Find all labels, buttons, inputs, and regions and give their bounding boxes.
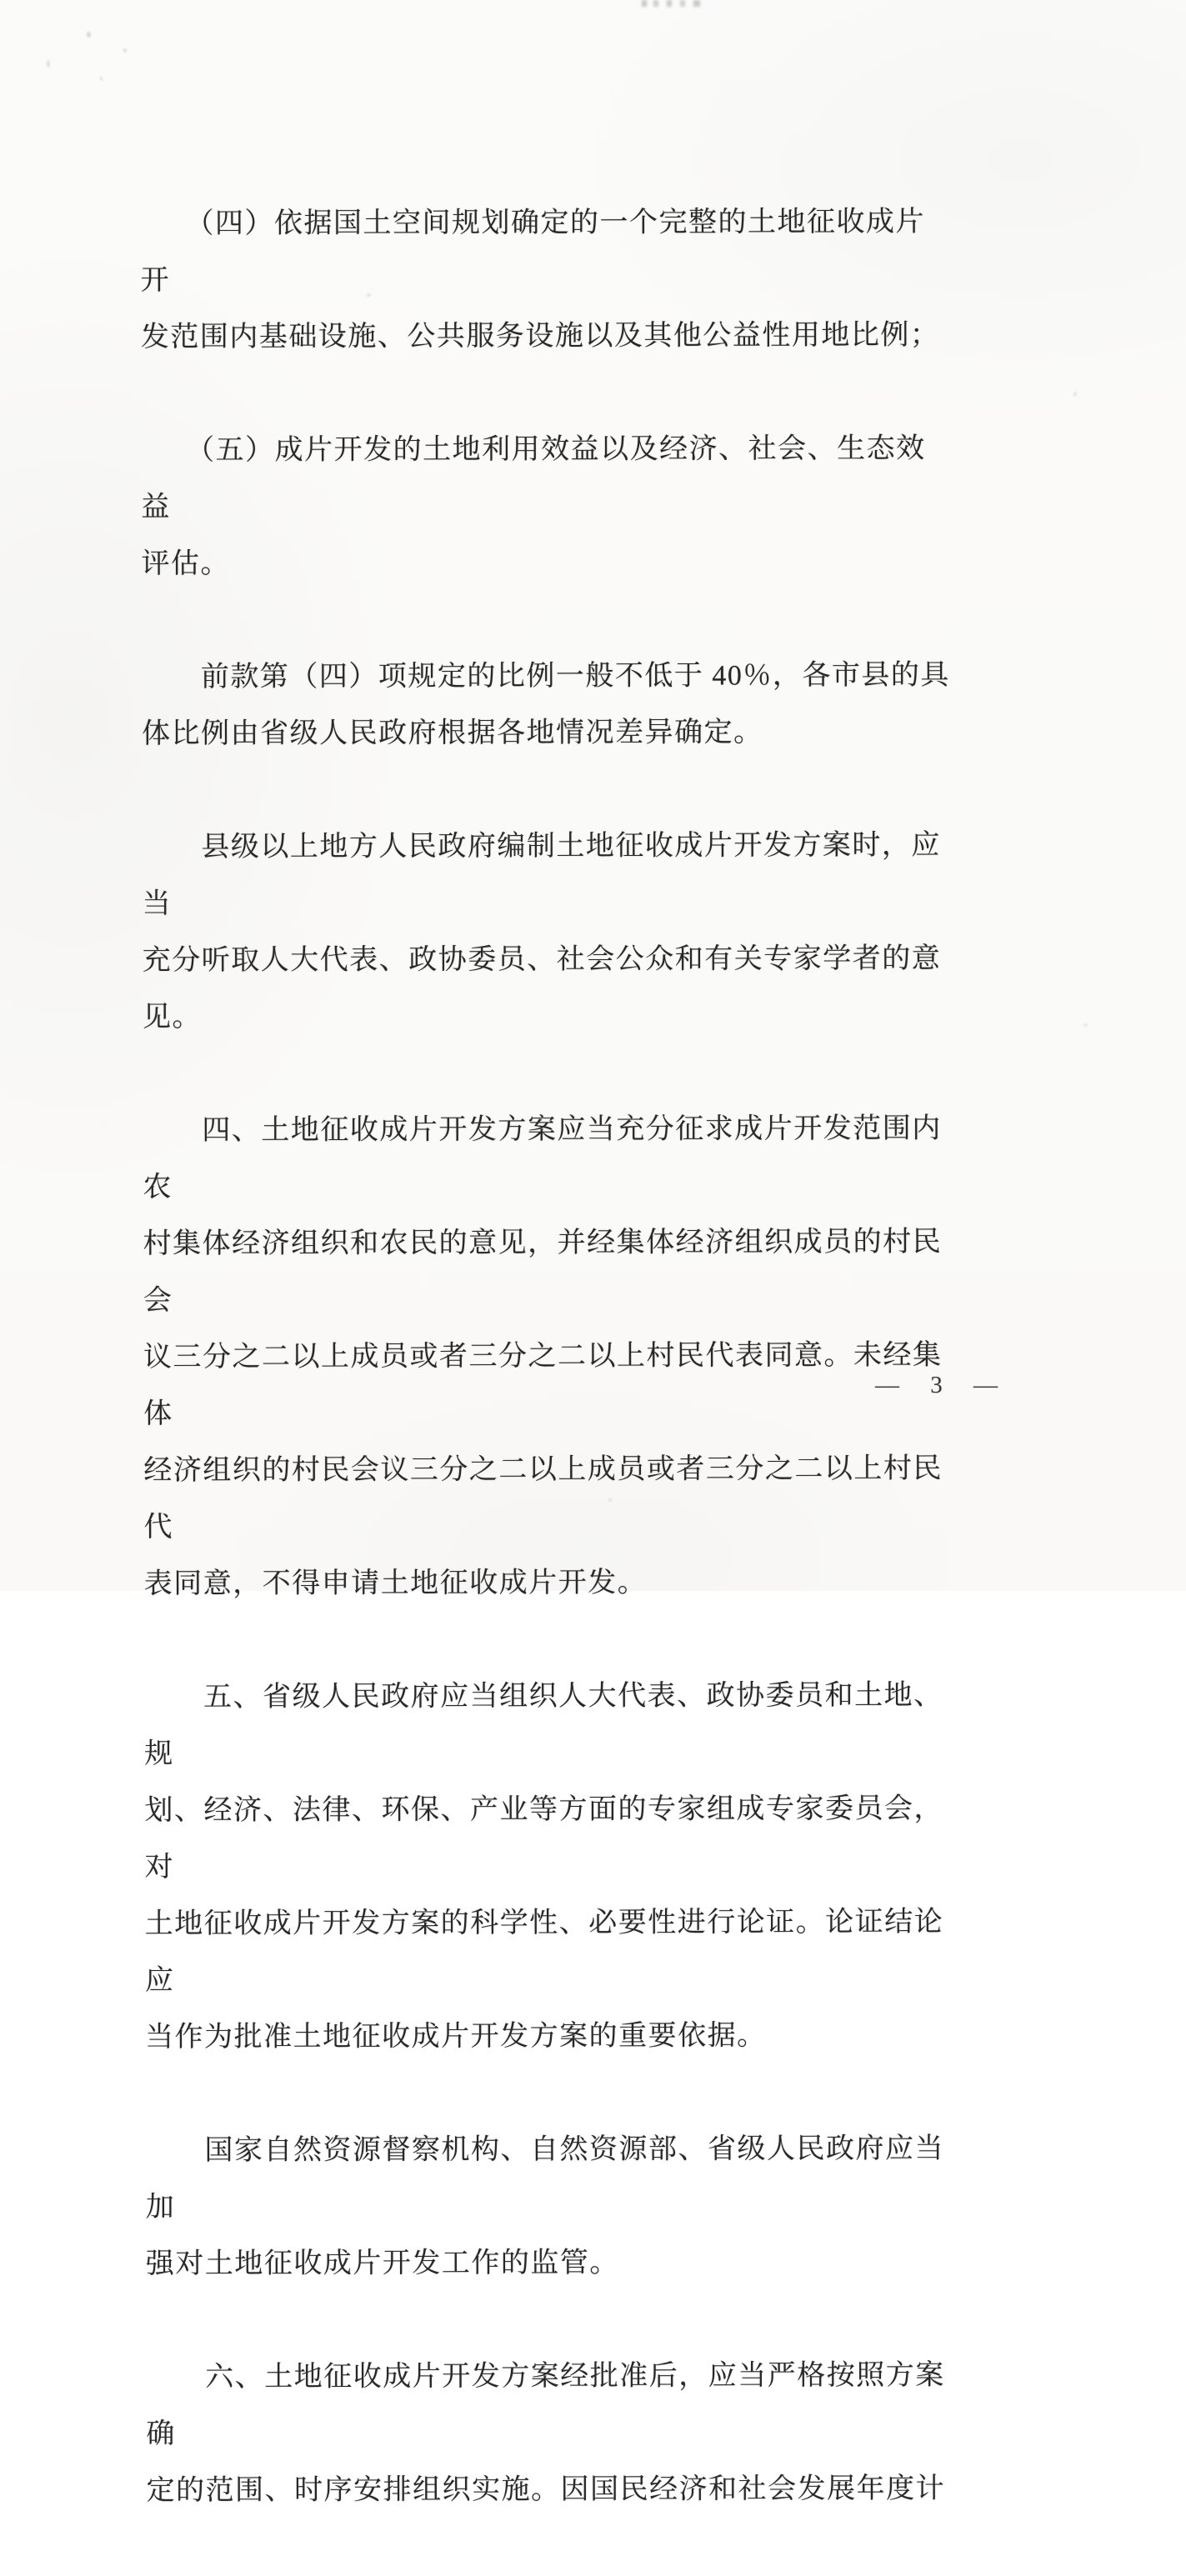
paragraph-solicit-opinions: 县级以上地方人民政府编制土地征收成片开发方案时，应当 充分听取人大代表、政协委员、社会公众和有关专家学者的意 见。 (142, 829, 942, 1033)
scan-speck (1083, 1023, 1088, 1027)
scan-speck (1073, 392, 1077, 397)
paragraph-article-6-implementation: 六、土地征收成片开发方案经批准后，应当严格按照方案确 定的范围、时序安排组织实施。因国民经济和社会发展年度计 (146, 2359, 946, 2507)
scan-artifact-top-edge (642, 0, 708, 7)
paragraph-clause-5-benefit-evaluation: （五）成片开发的土地利用效益以及经济、社会、生态效益 评估。 (141, 433, 926, 580)
scan-speck (87, 32, 91, 38)
paragraph-clause-4-land-use-ratio: （四）依据国土空间规划确定的一个完整的土地征收成片开 发范围内基础设施、公共服务设施以及其他公益性用地比例； (140, 206, 940, 353)
paragraph-article-4-villager-consent: 四、土地征收成片开发方案应当充分征求成片开发范围内农 村集体经济组织和农民的意见，并经集体经济组织成员的村民会 议三分之二以上成员或者三分之二以上村民代表同意。未经集体 经济组织的村民会议三分之二以上成员或者三分之二以上村民代 表同意，不得申请土地征收成片开发。 (143, 1113, 943, 1600)
document-body (140, 138, 960, 2576)
paragraph-ratio-40-percent-rule: 前款第（四）项规定的比例一般不低于 40％，各市县的具 体比例由省级人民政府根据各地情况差异确定。 (141, 659, 950, 750)
page-number: — 3 — (875, 1372, 1003, 1398)
paragraph-article-5-expert-committee: 五、省级人民政府应当组织人大代表、政协委员和土地、规 划、经济、法律、环保、产业等方面的专家组成专家委员会，对 土地征收成片开发方案的科学性、必要性进行论证。论证结论应 当作为批准土地征收成片开发方案的重要依据。 (144, 1679, 944, 2053)
paragraph-supervision: 国家自然资源督察机构、自然资源部、省级人民政府应当加 强对土地征收成片开发工作的监管。 (145, 2133, 945, 2280)
scan-speck (123, 48, 127, 53)
scan-speck (47, 60, 50, 68)
scan-speck (100, 77, 103, 81)
